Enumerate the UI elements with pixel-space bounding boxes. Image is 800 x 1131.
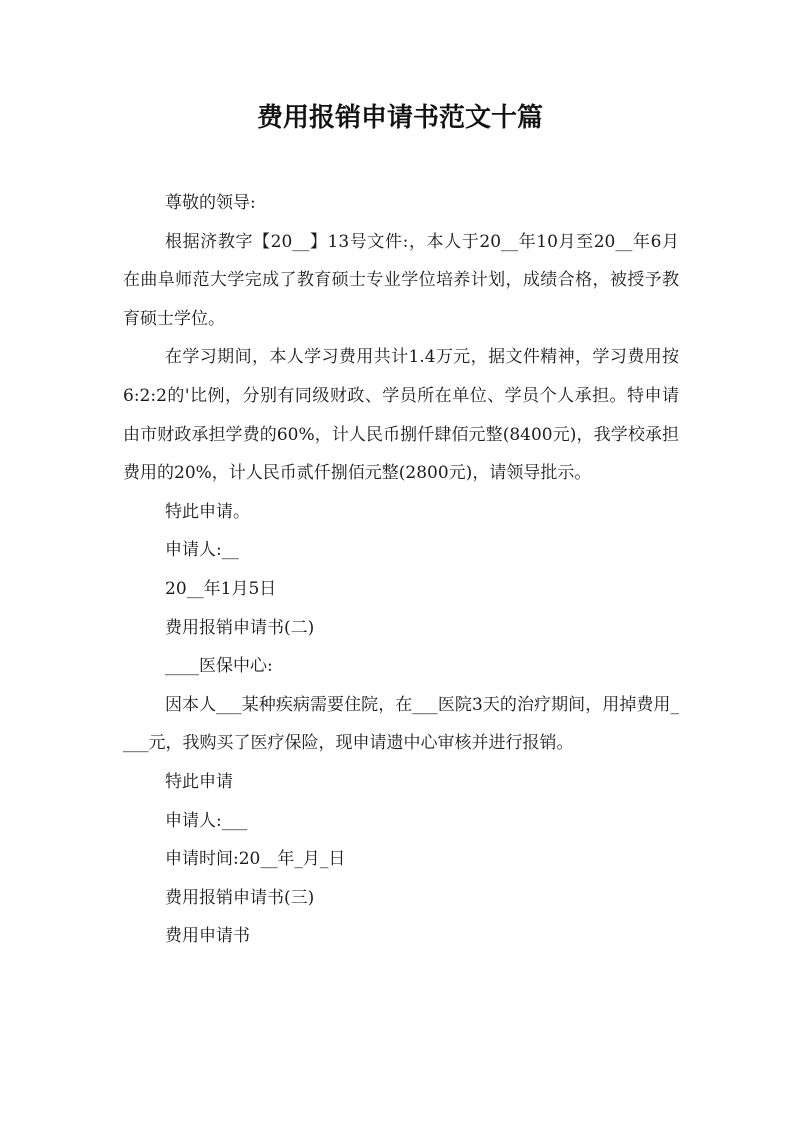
document-body [123, 184, 679, 956]
applicant-line-two: 申请人:___ [165, 810, 248, 831]
recipient-line: ____医保中心: [165, 656, 273, 677]
sub-heading-expense-application: 费用申请书 [165, 926, 250, 947]
body-paragraph-document-reference: 根据济教字【20__】13号文件:，本人于20__年10月至20__年6月在曲阜师范大学完成了教育硕士专业学位培养计划，成绩合格，被授予教育硕士学位。 [123, 231, 679, 329]
salutation: 尊敬的领导: [165, 193, 256, 213]
application-date-line: 申请时间:20__年_月_日 [165, 849, 346, 870]
section-heading-two: 费用报销申请书(二) [165, 617, 315, 638]
applicant-line: 申请人:__ [165, 540, 239, 561]
document-title: 费用报销申请书范文十篇 [256, 103, 543, 133]
body-paragraph-medical-reimbursement: 因本人___某种疾病需要住院，在___医院3天的治疗期间，用掉费用____元，我购买了医疗保险，现申请遗中心审核并进行报销。 [123, 694, 679, 754]
closing-line-two: 特此申请 [165, 771, 233, 792]
date-line: 20__年1月5日 [165, 578, 277, 599]
closing-line: 特此申请。 [165, 501, 250, 522]
body-paragraph-tuition-request: 在学习期间，本人学习费用共计1.4万元，据文件精神，学习费用按6:2:2的'比例，分别有同级财政、学员所在单位、学员个人承担。特申请由市财政承担学费的60%，计人民币捌仟肆佰元整(8400元)，我学校承担费用的20%，计人民币贰仟捌佰元整(2800元)，请领导批示。 [123, 347, 679, 484]
section-heading-three: 费用报销申请书(三) [165, 887, 315, 908]
